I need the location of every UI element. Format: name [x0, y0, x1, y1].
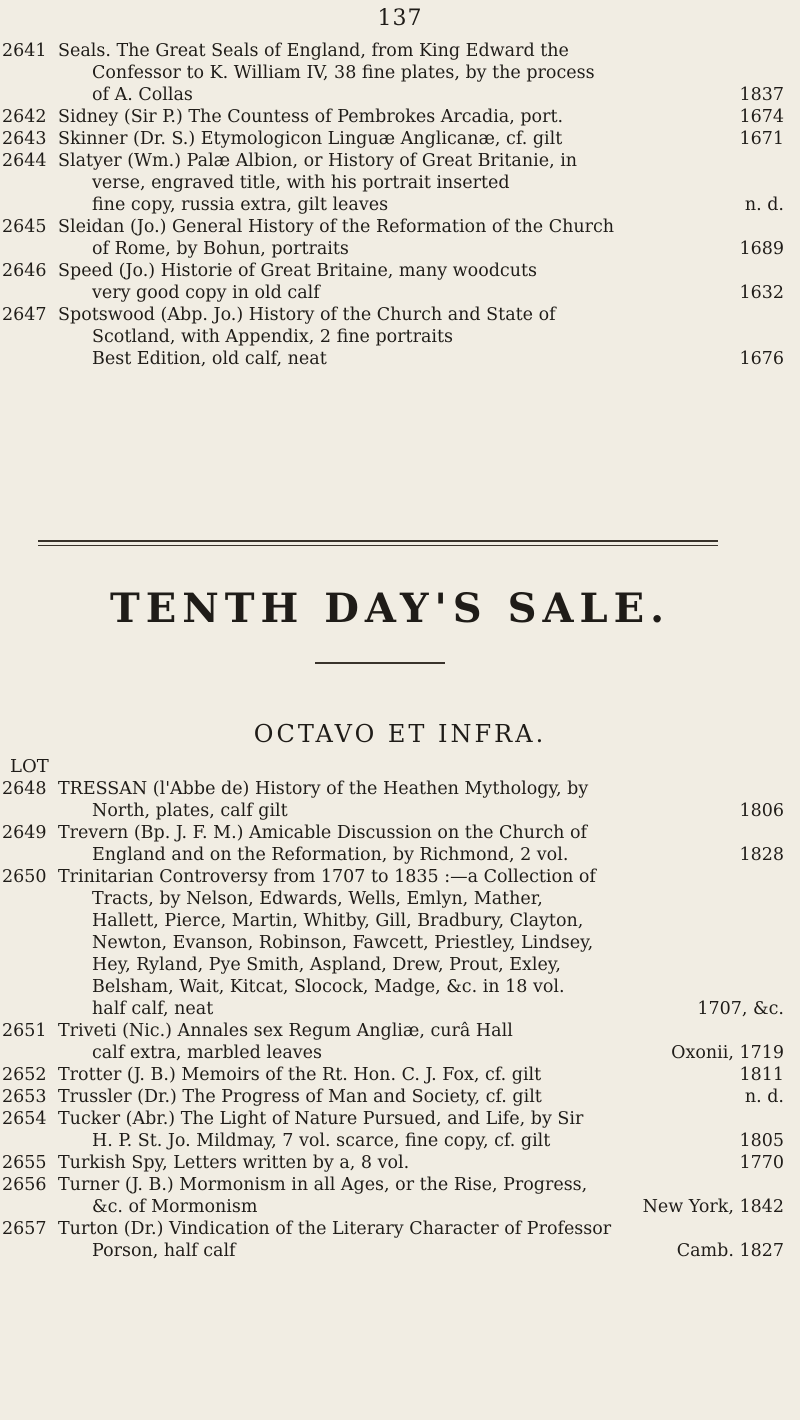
- entry-tail-text: Sidney (Sir P.) The Countess of Pembrokes Arcadia, port.: [58, 107, 564, 127]
- entry-text: [58, 150, 784, 216]
- entry-tail: [58, 194, 784, 216]
- entry-tail-text: North, plates, calf gilt: [92, 801, 288, 821]
- entry-date: 1632: [739, 283, 784, 303]
- catalogue-entry: [0, 128, 800, 150]
- entry-date: New York, 1842: [642, 1197, 784, 1217]
- entry-line: Turton (Dr.) Vindication of the Literary Character of Professor: [58, 1219, 612, 1239]
- section-heading: TENTH DAY'S SALE.: [109, 585, 671, 632]
- entry-line: Newton, Evanson, Robinson, Fawcett, Priestley, Lindsey,: [92, 933, 594, 953]
- entry-tail-text: Porson, half calf: [92, 1241, 236, 1261]
- catalogue-entry: [0, 106, 800, 128]
- lot-number: 2646: [2, 261, 47, 281]
- entry-tail: [58, 84, 784, 106]
- catalogue-entry: [0, 1086, 800, 1108]
- catalogue-entry: [0, 40, 800, 106]
- entry-text: [58, 216, 784, 260]
- double-rule-bottom: [38, 545, 718, 546]
- lot-number: 2645: [2, 217, 47, 237]
- entry-line: TRESSAN (l'Abbe de) History of the Heathen Mythology, by: [58, 779, 589, 799]
- entry-text: [58, 128, 784, 150]
- lot-number: 2657: [2, 1219, 47, 1239]
- catalogue-entry: [0, 866, 800, 1020]
- entry-text: [58, 1174, 784, 1218]
- entry-line: Turner (J. B.) Mormonism in all Ages, or the Rise, Progress,: [58, 1175, 588, 1195]
- entry-date: 1770: [739, 1153, 784, 1173]
- entry-line: Trevern (Bp. J. F. M.) Amicable Discussion on the Church of: [58, 823, 587, 843]
- lot-number: 2650: [2, 867, 47, 887]
- entry-line: Hey, Ryland, Pye Smith, Aspland, Drew, Prout, Exley,: [92, 955, 561, 975]
- entry-tail-text: very good copy in old calf: [92, 283, 320, 303]
- page-number: 137: [377, 6, 423, 31]
- catalogue-entry: [0, 1020, 800, 1064]
- entry-tail: [58, 348, 784, 370]
- lot-number: 2648: [2, 779, 47, 799]
- lot-number: 2652: [2, 1065, 47, 1085]
- entry-date: Camb. 1827: [676, 1241, 784, 1261]
- entry-text: [58, 1152, 784, 1174]
- entry-tail-text: of A. Collas: [92, 85, 193, 105]
- entry-tail: [58, 1042, 784, 1064]
- entry-tail: [58, 128, 784, 150]
- entry-date: 1828: [739, 845, 784, 865]
- lot-number: 2656: [2, 1175, 47, 1195]
- catalogue-entry: [0, 1152, 800, 1174]
- entry-text: [58, 1020, 784, 1064]
- entry-line: Speed (Jo.) Historie of Great Britaine, many woodcuts: [58, 261, 538, 281]
- entry-tail: [58, 844, 784, 866]
- entry-date: Oxonii, 1719: [671, 1043, 784, 1063]
- entry-date: 1689: [739, 239, 784, 259]
- entry-text: [58, 778, 784, 822]
- lot-number: 2644: [2, 151, 47, 171]
- catalogue-entry: [0, 778, 800, 822]
- entry-tail: [58, 1152, 784, 1174]
- entry-date: 1811: [739, 1065, 784, 1085]
- entry-tail: [58, 238, 784, 260]
- entry-line: Trinitarian Controversy from 1707 to 1835 :—a Collection of: [58, 867, 596, 887]
- entry-tail: [58, 1196, 784, 1218]
- entry-tail-text: Skinner (Dr. S.) Etymologicon Linguæ Anglicanæ, cf. gilt: [58, 129, 563, 149]
- lot-number: 2653: [2, 1087, 47, 1107]
- entry-text: [58, 866, 784, 1020]
- catalogue-entry: [0, 1064, 800, 1086]
- catalogue-entry: [0, 1108, 800, 1152]
- catalogue-entry: [0, 260, 800, 304]
- entries-top: [0, 40, 800, 370]
- entry-text: [58, 1086, 784, 1108]
- entry-date: 1676: [739, 349, 784, 369]
- catalogue-entry: [0, 822, 800, 866]
- entry-text: [58, 822, 784, 866]
- entry-line: Spotswood (Abp. Jo.) History of the Church and State of: [58, 305, 556, 325]
- entry-text: [58, 260, 784, 304]
- short-rule: [315, 662, 445, 664]
- entry-tail-text: Trotter (J. B.) Memoirs of the Rt. Hon. C. J. Fox, cf. gilt: [58, 1065, 542, 1085]
- entry-date: n. d.: [744, 1087, 784, 1107]
- entry-line: Seals. The Great Seals of England, from King Edward the: [58, 41, 569, 61]
- lot-number: 2647: [2, 305, 47, 325]
- entry-line: Belsham, Wait, Kitcat, Slocock, Madge, &c. in 18 vol.: [92, 977, 565, 997]
- entry-line: Slatyer (Wm.) Palæ Albion, or History of Great Britanie, in: [58, 151, 578, 171]
- catalogue-entry: [0, 304, 800, 370]
- lot-number: 2655: [2, 1153, 47, 1173]
- entry-text: [58, 1218, 784, 1262]
- lot-number: 2641: [2, 41, 47, 61]
- entry-tail: [58, 1086, 784, 1108]
- entry-tail-text: &c. of Mormonism: [92, 1197, 258, 1217]
- catalogue-entry: [0, 1174, 800, 1218]
- entry-tail: [58, 1064, 784, 1086]
- entry-text: [58, 106, 784, 128]
- subheading: OCTAVO ET INFRA.: [253, 720, 547, 748]
- catalogue-entry: [0, 150, 800, 216]
- entry-tail: [58, 282, 784, 304]
- entry-tail: [58, 800, 784, 822]
- lot-number: 2642: [2, 107, 47, 127]
- entry-line: Triveti (Nic.) Annales sex Regum Angliæ, curâ Hall: [58, 1021, 513, 1041]
- entry-date: 1671: [739, 129, 784, 149]
- entry-date: 1805: [739, 1131, 784, 1151]
- lot-number: 2649: [2, 823, 47, 843]
- entry-line: Tucker (Abr.) The Light of Nature Pursued, and Life, by Sir: [58, 1109, 584, 1129]
- entry-text: [58, 1108, 784, 1152]
- entry-date: 1837: [739, 85, 784, 105]
- entry-text: [58, 304, 784, 370]
- double-rule-top: [38, 540, 718, 542]
- entry-line: Scotland, with Appendix, 2 fine portraits: [92, 327, 453, 347]
- entry-tail-text: Trussler (Dr.) The Progress of Man and Society, cf. gilt: [58, 1087, 542, 1107]
- entry-line: verse, engraved title, with his portrait inserted: [92, 173, 510, 193]
- entry-tail-text: fine copy, russia extra, gilt leaves: [92, 195, 389, 215]
- entry-line: Hallett, Pierce, Martin, Whitby, Gill, Bradbury, Clayton,: [92, 911, 584, 931]
- lot-number: 2643: [2, 129, 47, 149]
- lot-number: 2654: [2, 1109, 47, 1129]
- entries-bottom: [0, 778, 800, 1262]
- entry-line: Tracts, by Nelson, Edwards, Wells, Emlyn, Mather,: [92, 889, 543, 909]
- entry-date: 1674: [739, 107, 784, 127]
- entry-text: [58, 40, 784, 106]
- entry-line: Confessor to K. William IV, 38 fine plates, by the process: [92, 63, 595, 83]
- entry-text: [58, 1064, 784, 1086]
- entry-tail: [58, 106, 784, 128]
- catalogue-entry: [0, 216, 800, 260]
- catalogue-entry: [0, 1218, 800, 1262]
- entry-tail-text: half calf, neat: [92, 999, 214, 1019]
- entry-date: 1707, &c.: [697, 999, 784, 1019]
- entry-tail-text: England and on the Reformation, by Richmond, 2 vol.: [92, 845, 569, 865]
- lot-number: 2651: [2, 1021, 47, 1041]
- lot-label: LOT: [10, 756, 49, 777]
- entry-tail-text: H. P. St. Jo. Mildmay, 7 vol. scarce, fine copy, cf. gilt: [92, 1131, 551, 1151]
- entry-date: 1806: [739, 801, 784, 821]
- entry-tail-text: Best Edition, old calf, neat: [92, 349, 327, 369]
- entry-tail: [58, 998, 784, 1020]
- entry-tail: [58, 1130, 784, 1152]
- entry-tail-text: calf extra, marbled leaves: [92, 1043, 322, 1063]
- entry-date: n. d.: [744, 195, 784, 215]
- entry-tail-text: of Rome, by Bohun, portraits: [92, 239, 349, 259]
- entry-tail-text: Turkish Spy, Letters written by a, 8 vol.: [58, 1153, 410, 1173]
- entry-line: Sleidan (Jo.) General History of the Reformation of the Church: [58, 217, 615, 237]
- entry-tail: [58, 1240, 784, 1262]
